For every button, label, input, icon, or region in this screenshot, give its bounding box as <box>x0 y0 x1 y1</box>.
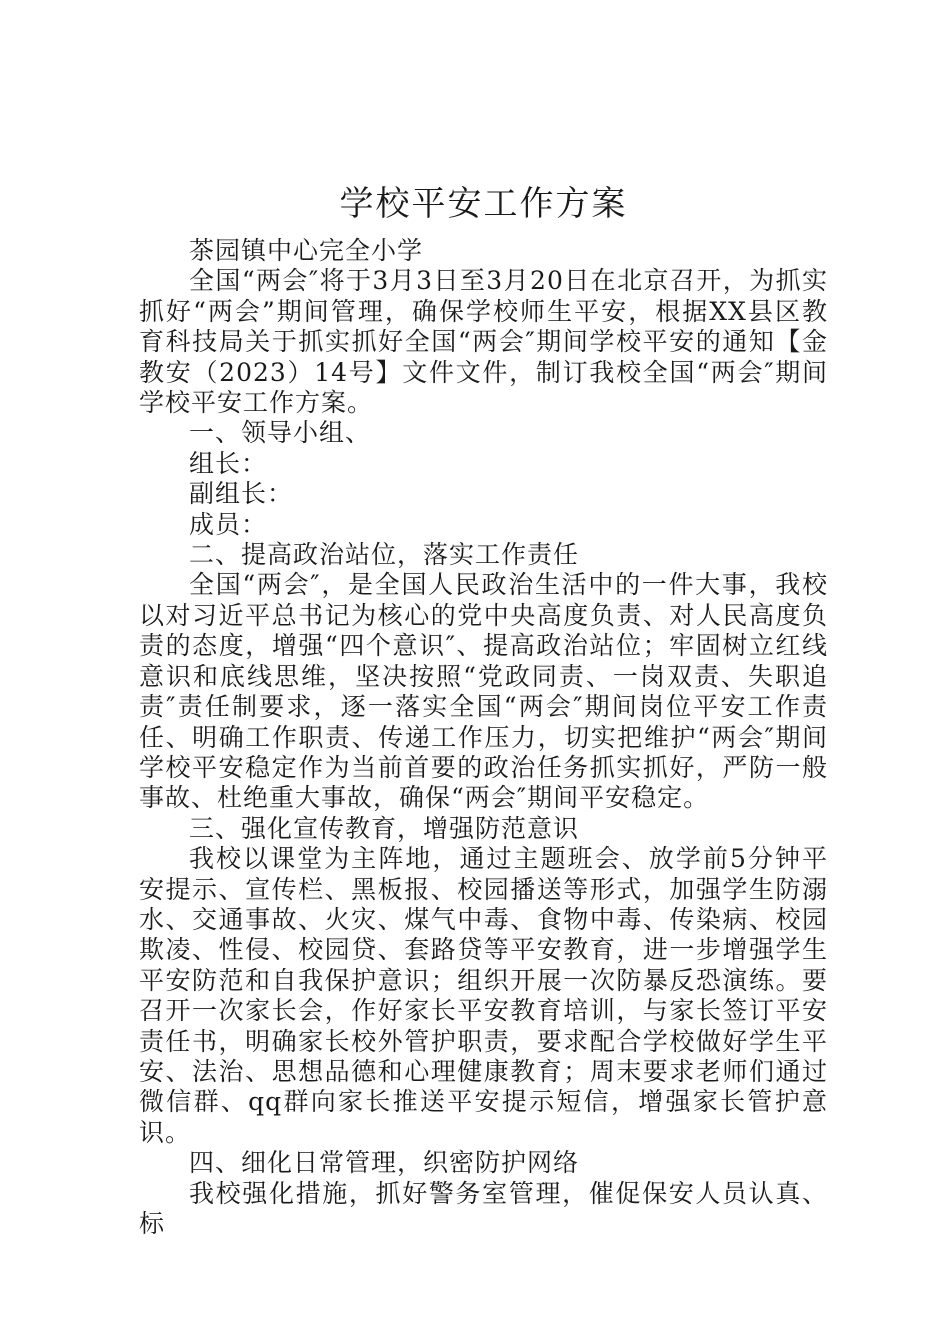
section-heading-management: 四、细化日常管理，织密防护网络 <box>189 1148 580 1178</box>
deputy-leader-line: 副组长： <box>189 479 294 509</box>
intro-paragraph: 全国“两会″将于3月3日至3月20日在北京召开，为抓实抓好“两会”期间管理，确保学校师生平安，根据XX县区教育科技局关于抓实抓好全国“两会″期间学校平安的通知【金教安（2023）14号】文件文件，制订我校全国“两会″期间学校平安工作方案。 <box>139 266 828 418</box>
education-paragraph: 我校以课堂为主阵地，通过主题班会、放学前5分钟平安提示、宣传栏、黑板报、校园播送等形式，加强学生防溺水、交通事故、火灾、煤气中毒、食物中毒、传染病、校园欺凌、性侵、校园贷、套路贷等平安教育，进一步增强学生平安防范和自我保护意识；组织开展一次防暴反恐演练。要召开一次家长会，作好家长平安教育培训，与家长签订平安责任书，明确家长校外管护职责，要求配合学校做好学生平安、法治、思想品德和心理健康教育；周末要求老师们通过微信群、qq群向家长推送平安提示短信，增强家长管护意识。 <box>139 844 828 1147</box>
document-title: 学校平安工作方案 <box>339 184 628 224</box>
management-paragraph: 我校强化措施，抓好警务室管理，催促保安人员认真、标 <box>139 1178 828 1238</box>
responsibility-paragraph: 全国“两会″，是全国人民政治生活中的一件大事，我校以对习近平总书记为核心的党中央高度负责、对人民高度负责的态度，增强“四个意识″、提高政治站位；牢固树立红线意识和底线思维，坚决按照“党政同责、一岗双责、失职追责″责任制要求，逐一落实全国“两会″期间岗位平安工作责任、明确工作职责、传递工作压力，切实把维护“两会″期间学校平安稳定作为当前首要的政治任务抓实抓好，严防一般事故、杜绝重大事故，确保“两会″期间平安稳定。 <box>139 570 828 813</box>
section-heading-education: 三、强化宣传教育，增强防范意识 <box>189 813 580 843</box>
members-line: 成员： <box>189 509 268 539</box>
leader-line: 组长： <box>189 448 268 478</box>
section-heading-responsibility: 二、提高政治站位，落实工作责任 <box>189 540 580 570</box>
document-body <box>139 183 828 1239</box>
school-name-line: 茶园镇中心完全小学 <box>189 236 424 265</box>
section-heading-leadership: 一、领导小组、 <box>189 418 372 448</box>
